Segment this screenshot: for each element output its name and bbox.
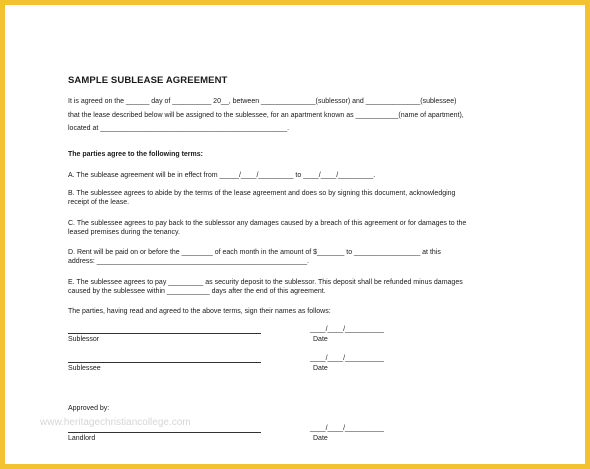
approved-by-label: Approved by: — [68, 405, 110, 412]
intro-line-3: located at ________________________________________________. — [68, 125, 290, 132]
document-page — [5, 5, 585, 464]
sublessor-date-label: Date — [313, 336, 328, 343]
term-b-line-2: receipt of the lease. — [68, 199, 130, 206]
sublessor-label: Sublessor — [68, 336, 100, 343]
sublessee-signature-line — [68, 362, 261, 363]
watermark-text: www.heritagechristiancollege.com — [40, 417, 191, 428]
term-c-line-2: leased premises during the tenancy. — [68, 229, 180, 236]
term-e-line-2: caused by the sublessee within ___________ days after the end of this agreement. — [68, 288, 326, 295]
term-d-line-1: D. Rent will be paid on or before the ________ of each month in the amount of $_______ to _________________ at this — [68, 249, 441, 256]
landlord-label: Landlord — [68, 435, 96, 442]
intro-line-2: that the lease described below will be assigned to the sublessee, for an apartment known as ___________(name of apartment), — [68, 112, 464, 119]
document-title: SAMPLE SUBLEASE AGREEMENT — [68, 75, 228, 86]
intro-line-1: It is agreed on the ______ day of __________ 20__, between ______________(sublessor) and ______________(sublessee) — [68, 98, 457, 105]
term-a: A. The sublease agreement will be in effect from _____/____/_________ to ____/____/_________. — [68, 172, 376, 179]
terms-heading: The parties agree to the following terms: — [68, 151, 203, 158]
sublessor-signature-line — [68, 333, 261, 334]
sublessee-label: Sublessee — [68, 365, 101, 372]
sublessee-date-label: Date — [313, 365, 328, 372]
sublessor-date-blank: ____/____/__________ — [310, 326, 384, 333]
term-d-line-2: address: ______________________________________________________. — [68, 258, 309, 265]
sublessee-date-blank: ____/____/__________ — [310, 355, 384, 362]
term-c-line-1: C. The sublessee agrees to pay back to the sublessor any damages caused by a breach of this agreement or for damages to the — [68, 220, 467, 227]
landlord-date-blank: ____/____/__________ — [310, 425, 384, 432]
landlord-date-label: Date — [313, 435, 328, 442]
term-e-line-1: E. The sublessee agrees to pay _________ as security deposit to the sublessor. This deposit shall be refunded minus damages — [68, 279, 463, 286]
term-b-line-1: B. The sublessee agrees to abide by the terms of the lease agreement and does so by signing this document, acknowledging — [68, 190, 456, 197]
landlord-signature-line — [68, 432, 261, 433]
closing-statement: The parties, having read and agreed to the above terms, sign their names as follows: — [68, 308, 331, 315]
